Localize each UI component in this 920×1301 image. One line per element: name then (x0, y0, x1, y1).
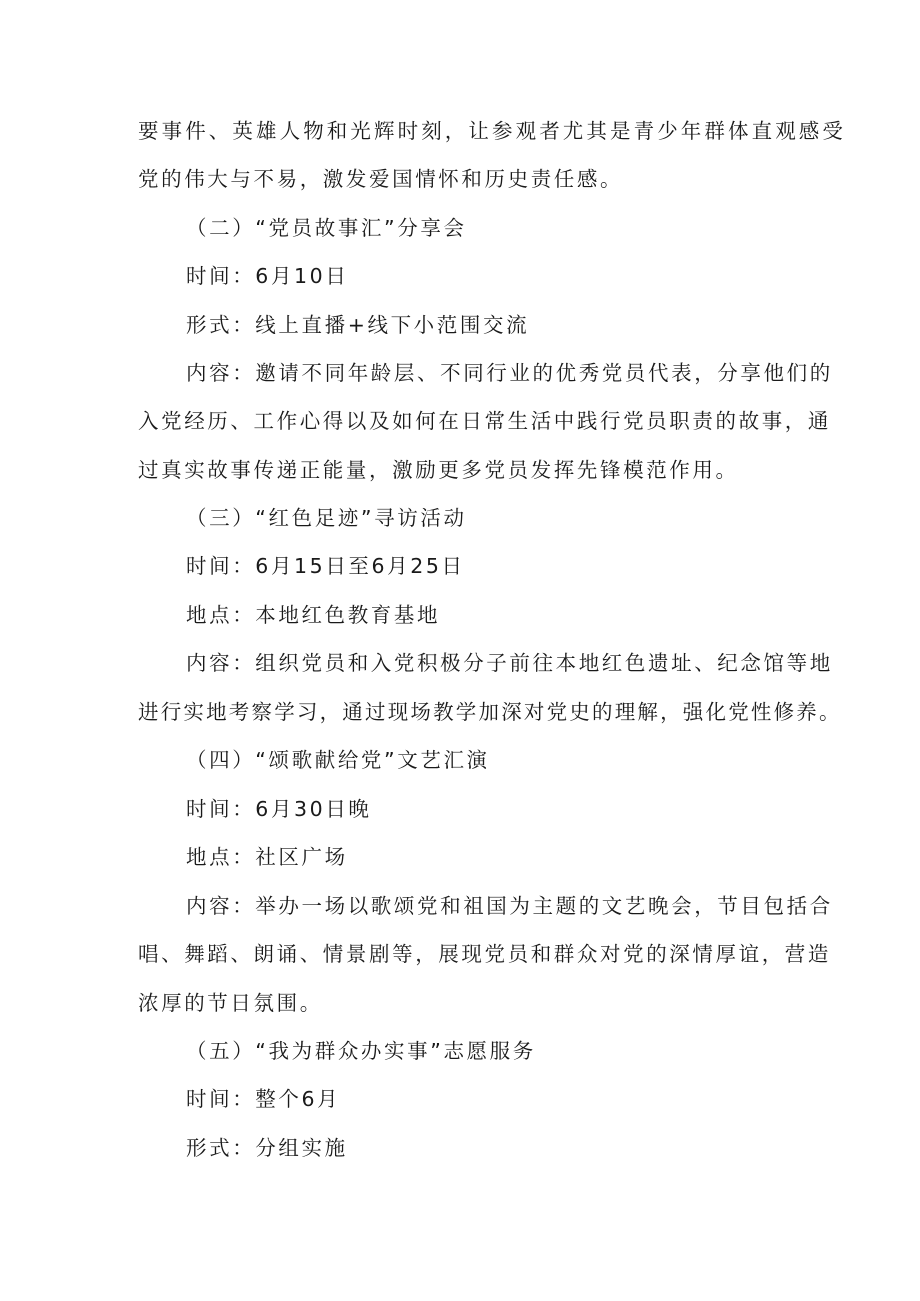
section-heading-3: （三）“红色足迹”寻访活动 (186, 506, 467, 530)
paragraph-line: 唱、舞蹈、朗诵、情景剧等，展现党员和群众对党的深情厚谊，营造 (138, 942, 831, 966)
time-line: 时间：6月10日 (186, 264, 349, 288)
format-line: 形式：线上直播+线下小范围交流 (186, 313, 530, 337)
content-line: 内容：组织党员和入党积极分子前往本地红色遗址、纪念馆等地 (186, 651, 833, 675)
paragraph-line: 过真实故事传递正能量，激励更多党员发挥先锋模范作用。 (138, 458, 739, 482)
time-line: 时间：6月30日晚 (186, 797, 372, 821)
section-heading-2: （二）“党员故事汇”分享会 (186, 216, 467, 240)
section-heading-5: （五）“我为群众办实事”志愿服务 (186, 1039, 536, 1063)
content-line: 内容：邀请不同年龄层、不同行业的优秀党员代表，分享他们的 (186, 361, 833, 385)
time-line: 时间：6月15日至6月25日 (186, 554, 465, 578)
content-line: 内容：举办一场以歌颂党和祖国为主题的文艺晚会，节目包括合 (186, 894, 833, 918)
paragraph-line: 入党经历、工作心得以及如何在日常生活中践行党员职责的故事，通 (138, 409, 831, 433)
paragraph-line: 进行实地考察学习，通过现场教学加深对党史的理解，强化党性修养。 (138, 700, 842, 724)
section-heading-4: （四）“颂歌献给党”文艺汇演 (186, 748, 490, 772)
location-line: 地点：本地红色教育基地 (186, 603, 441, 627)
paragraph-line: 要事件、英雄人物和光辉时刻，让参观者尤其是青少年群体直观感受 (138, 119, 846, 143)
format-line: 形式：分组实施 (186, 1136, 348, 1160)
paragraph-line: 党的伟大与不易，激发爱国情怀和历史责任感。 (138, 167, 624, 191)
time-line: 时间：整个6月 (186, 1087, 341, 1111)
location-line: 地点：社区广场 (186, 845, 348, 869)
paragraph-line: 浓厚的节日氛围。 (138, 991, 323, 1015)
